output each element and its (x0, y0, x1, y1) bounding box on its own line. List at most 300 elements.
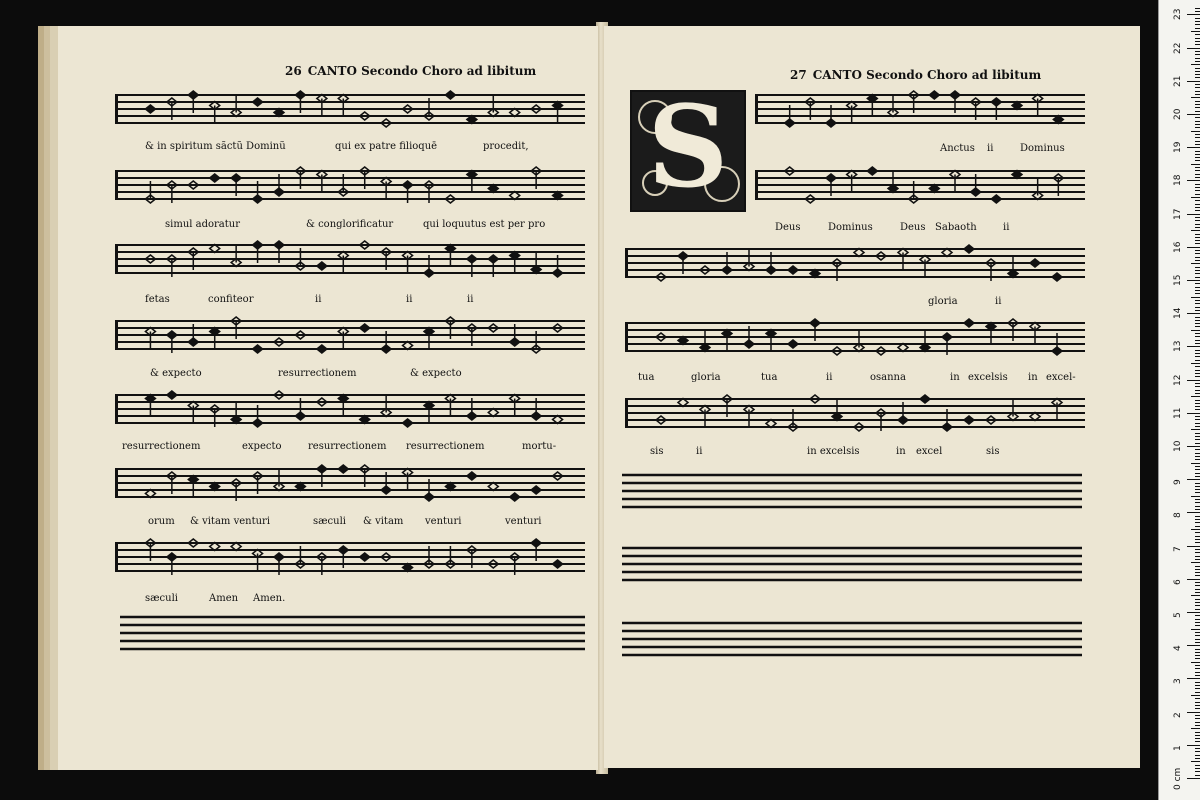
lyric-word: resurrectionem (122, 441, 201, 452)
ruler-tick (1195, 87, 1200, 88)
lyric-word: & expecto (150, 368, 202, 379)
lyric-word: Dominus (828, 222, 873, 233)
ruler-tick (1195, 516, 1200, 517)
ruler-tick (1195, 625, 1200, 626)
ruler-tick (1195, 44, 1200, 45)
note-head (360, 553, 370, 561)
ruler-tick (1191, 330, 1200, 331)
ruler-tick (1195, 310, 1200, 311)
ruler-tick (1195, 317, 1200, 318)
note-head (210, 174, 220, 182)
note-head (929, 91, 939, 99)
ruler-tick (1195, 708, 1200, 709)
ruler-tick (1195, 243, 1200, 244)
ruler-tick (1195, 682, 1200, 683)
ruler-tick (1195, 154, 1200, 155)
ruler-tick (1195, 589, 1200, 590)
ruler-tick (1187, 346, 1200, 347)
ruler-tick (1195, 665, 1200, 666)
ruler-tick (1191, 595, 1200, 596)
ruler-tick (1195, 101, 1200, 102)
right-page-number: 27 (790, 68, 807, 82)
ruler-tick (1191, 164, 1200, 165)
ruler-tick (1187, 313, 1200, 314)
ruler-tick (1195, 572, 1200, 573)
ruler-tick (1195, 107, 1200, 108)
right-page-title: CANTO Secondo Choro ad libitum (812, 68, 1042, 82)
ruler-tick (1187, 180, 1200, 181)
note-head (531, 486, 541, 494)
note-head (867, 167, 877, 175)
ruler-tick (1195, 688, 1200, 689)
ruler-label: 18 (1173, 174, 1183, 187)
clef-mark (115, 321, 118, 349)
ruler-tick (1195, 200, 1200, 201)
ruler-tick (1195, 738, 1200, 739)
ruler-tick (1195, 632, 1200, 633)
ruler-tick (1195, 483, 1200, 484)
ruler-tick (1195, 51, 1200, 52)
ruler-tick (1191, 463, 1200, 464)
ruler-tick (1191, 97, 1200, 98)
ruler-tick (1195, 685, 1200, 686)
ruler-tick (1191, 629, 1200, 630)
ruler-tick (1191, 230, 1200, 231)
ruler-tick (1195, 11, 1200, 12)
ruler-tick (1195, 18, 1200, 19)
ruler-tick (1195, 370, 1200, 371)
ruler-tick (1195, 649, 1200, 650)
ruler-label: 1 (1173, 745, 1183, 751)
ruler-tick (1195, 250, 1200, 251)
ruler-tick (1195, 741, 1200, 742)
ruler-tick (1195, 735, 1200, 736)
lyric-word: gloria (928, 296, 958, 307)
ruler-tick (1195, 353, 1200, 354)
ruler-tick (1195, 207, 1200, 208)
lyric-word: ii (406, 294, 413, 305)
ruler-tick (1195, 124, 1200, 125)
ruler-label: 15 (1173, 274, 1183, 286)
note-head (253, 98, 263, 106)
ruler-tick (1187, 512, 1200, 513)
ruler-label: 17 (1173, 208, 1183, 220)
ruler-tick (1195, 184, 1200, 185)
ruler-tick (1195, 439, 1200, 440)
lyric-word: tua (638, 372, 655, 383)
decorated-initial (630, 82, 746, 213)
note-head (145, 105, 155, 113)
ruler-tick (1195, 722, 1200, 723)
lyric-word: orum (148, 516, 175, 527)
ruler-label: 9 (1173, 479, 1183, 486)
ruler-tick (1195, 34, 1200, 35)
ruler-tick (1195, 406, 1200, 407)
ruler-tick (1195, 492, 1200, 493)
music-staff (115, 538, 585, 576)
lyric-word: sæculi (313, 516, 346, 527)
ruler-tick (1195, 383, 1200, 384)
ruler-tick (1187, 678, 1200, 679)
ruler-tick (1195, 303, 1200, 304)
ruler-tick (1195, 569, 1200, 570)
ruler-tick (1195, 68, 1200, 69)
ruler-tick (1195, 326, 1200, 327)
ruler-tick (1195, 672, 1200, 673)
ruler-tick (1195, 307, 1200, 308)
music-staff (115, 90, 585, 128)
lyric-word: ii (467, 294, 474, 305)
clef-mark (115, 395, 118, 423)
ruler-tick (1195, 486, 1200, 487)
ruler-tick (1195, 609, 1200, 610)
ruler-tick (1195, 170, 1200, 171)
ruler-label: 20 (1173, 108, 1183, 120)
right-page-header (790, 68, 1041, 82)
ruler-label: 13 (1173, 340, 1183, 353)
ruler-tick (1195, 469, 1200, 470)
ruler-tick (1195, 393, 1200, 394)
ruler-tick (1195, 94, 1200, 95)
note-head (920, 395, 930, 403)
ruler-tick (1195, 566, 1200, 567)
ruler-tick (1195, 224, 1200, 225)
ruler-tick (1195, 373, 1200, 374)
ruler-tick (1195, 386, 1200, 387)
ruler-tick (1195, 77, 1200, 78)
ruler-tick (1191, 131, 1200, 132)
clef-mark (625, 323, 628, 351)
music-staff (625, 318, 1085, 356)
ruler-tick (1195, 194, 1200, 195)
ruler-tick (1195, 635, 1200, 636)
lyric-word: Dominus (1020, 143, 1065, 154)
ruler-tick (1195, 157, 1200, 158)
ruler-tick (1195, 522, 1200, 523)
lyric-word: in (896, 446, 906, 457)
ruler-tick (1195, 267, 1200, 268)
ruler-tick (1195, 253, 1200, 254)
ruler-tick (1195, 539, 1200, 540)
music-staff (115, 240, 585, 278)
ruler-tick (1195, 715, 1200, 716)
ruler-tick (1187, 479, 1200, 480)
ruler-tick (1195, 343, 1200, 344)
lyric-word: venturi (505, 516, 542, 527)
ruler-tick (1195, 287, 1200, 288)
note-head (964, 245, 974, 253)
ruler-tick (1195, 240, 1200, 241)
lyric-word: & conglorificatur (306, 219, 394, 230)
ruler-tick (1187, 247, 1200, 248)
note-head (788, 340, 798, 348)
ruler-tick (1195, 426, 1200, 427)
left-page-title: CANTO Secondo Choro ad libitum (307, 64, 537, 78)
ruler-tick (1195, 71, 1200, 72)
ruler-tick (1195, 449, 1200, 450)
ruler-tick (1195, 705, 1200, 706)
ruler-tick (1195, 227, 1200, 228)
ruler-tick (1195, 655, 1200, 656)
ruler-tick (1191, 396, 1200, 397)
ruler-tick (1195, 509, 1200, 510)
ruler-tick (1187, 612, 1200, 613)
note-head (991, 195, 1001, 203)
lyric-word: procedit, (483, 141, 529, 152)
ruler-tick (1195, 127, 1200, 128)
ruler-label: 11 (1173, 407, 1183, 419)
ruler-tick (1195, 74, 1200, 75)
ruler-tick (1191, 64, 1200, 65)
ruler-tick (1195, 217, 1200, 218)
ruler-tick (1195, 336, 1200, 337)
ruler-tick (1195, 751, 1200, 752)
lyric-word: ii (826, 372, 833, 383)
left-page-header (285, 64, 536, 78)
note-head (317, 345, 327, 353)
lyric-word: osanna (870, 372, 906, 383)
empty-staff (622, 470, 1082, 514)
note-head (510, 493, 520, 501)
ruler-tick (1195, 187, 1200, 188)
note-head (445, 91, 455, 99)
ruler-tick (1195, 585, 1200, 586)
ruler-tick (1195, 277, 1200, 278)
lyric-word: sis (986, 446, 1000, 457)
ruler-tick (1187, 745, 1200, 746)
ruler-label: 21 (1173, 75, 1183, 87)
ruler-tick (1195, 104, 1200, 105)
ruler-tick (1191, 263, 1200, 264)
lyric-word: & vitam (363, 516, 404, 527)
ruler-tick (1195, 144, 1200, 145)
ruler-tick (1195, 419, 1200, 420)
initial-letter: S (647, 82, 729, 213)
note-head (1030, 259, 1040, 267)
ruler-tick (1195, 775, 1200, 776)
ruler-tick (1195, 748, 1200, 749)
ruler-tick (1191, 662, 1200, 663)
ruler-tick (1195, 320, 1200, 321)
ruler-tick (1195, 675, 1200, 676)
ruler-tick (1195, 220, 1200, 221)
ruler-tick (1195, 190, 1200, 191)
ruler-tick (1195, 732, 1200, 733)
ruler-tick (1195, 41, 1200, 42)
music-staff (755, 90, 1085, 128)
ruler-tick (1195, 58, 1200, 59)
ruler-tick (1191, 197, 1200, 198)
lyric-word: resurrectionem (406, 441, 485, 452)
lyric-word: & vitam venturi (190, 516, 271, 527)
ruler-tick (1191, 429, 1200, 430)
ruler-tick (1195, 376, 1200, 377)
ruler-tick (1187, 280, 1200, 281)
empty-staff (120, 612, 585, 656)
lyric-word: expecto (242, 441, 282, 452)
ruler-tick (1191, 695, 1200, 696)
ruler-tick (1195, 28, 1200, 29)
ruler-unit-label: 0 cm (1173, 767, 1183, 790)
ruler-tick (1195, 237, 1200, 238)
ruler-tick (1195, 260, 1200, 261)
ruler-label: 8 (1173, 512, 1183, 519)
ruler-tick (1195, 658, 1200, 659)
ruler-tick (1195, 556, 1200, 557)
ruler-tick (1195, 257, 1200, 258)
ruler-tick (1195, 177, 1200, 178)
ruler-tick (1195, 134, 1200, 135)
ruler-tick (1195, 575, 1200, 576)
ruler-tick (1195, 622, 1200, 623)
note-head (317, 262, 327, 270)
ruler-tick (1195, 758, 1200, 759)
ruler-tick (1195, 117, 1200, 118)
note-head (167, 391, 177, 399)
ruler-tick (1195, 499, 1200, 500)
ruler-tick (1187, 114, 1200, 115)
left-page-number: 26 (285, 64, 302, 78)
ruler-label: 7 (1173, 545, 1183, 552)
music-staff (115, 464, 585, 502)
ruler-tick (1195, 8, 1200, 9)
lyric-word: qui ex patre filioquē (335, 141, 438, 152)
ruler-tick (1195, 423, 1200, 424)
note-head (360, 324, 370, 332)
ruler-tick (1195, 300, 1200, 301)
ruler-tick (1195, 61, 1200, 62)
note-head (1052, 273, 1062, 281)
ruler-tick (1187, 413, 1200, 414)
ruler-tick (1195, 765, 1200, 766)
lyric-word: excelsis (968, 372, 1008, 383)
empty-staff (622, 543, 1082, 587)
ruler-tick (1195, 416, 1200, 417)
ruler-label: 19 (1173, 141, 1183, 154)
music-staff (755, 166, 1085, 204)
ruler-label: 16 (1173, 241, 1183, 253)
lyric-word: Amen (209, 593, 239, 604)
ruler-tick (1195, 456, 1200, 457)
ruler-tick (1195, 476, 1200, 477)
lyric-word: in excelsis (807, 446, 860, 457)
clef-mark (115, 543, 118, 571)
lyric-word: tua (761, 372, 778, 383)
ruler-tick (1195, 333, 1200, 334)
music-staff (625, 394, 1085, 432)
ruler-tick (1195, 771, 1200, 772)
ruler-tick (1195, 174, 1200, 175)
lyric-word: confiteor (208, 294, 254, 305)
lyric-word: ii (696, 446, 703, 457)
ruler-label: 22 (1173, 42, 1183, 54)
ruler-tick (1195, 552, 1200, 553)
lyric-word: excel (916, 446, 943, 457)
ruler-tick (1195, 532, 1200, 533)
ruler-tick (1195, 489, 1200, 490)
ruler-tick (1191, 297, 1200, 298)
ruler-tick (1191, 728, 1200, 729)
ruler-tick (1195, 91, 1200, 92)
lyric-word: Deus (900, 222, 926, 233)
ruler-tick (1187, 645, 1200, 646)
lyric-word: Deus (775, 222, 801, 233)
ruler-tick (1195, 436, 1200, 437)
ruler-label: 12 (1173, 374, 1183, 386)
ruler-tick (1195, 542, 1200, 543)
clef-mark (115, 171, 118, 199)
ruler-tick (1195, 502, 1200, 503)
ruler-tick (1195, 582, 1200, 583)
lyric-word: ii (987, 143, 994, 154)
ruler-tick (1195, 506, 1200, 507)
lyric-word: ii (1003, 222, 1010, 233)
ruler-tick (1195, 559, 1200, 560)
ruler-tick (1191, 363, 1200, 364)
ruler-tick (1195, 702, 1200, 703)
ruler-tick (1195, 390, 1200, 391)
ruler-tick (1195, 167, 1200, 168)
ruler-tick (1195, 519, 1200, 520)
ruler-tick (1195, 755, 1200, 756)
ruler-tick (1195, 605, 1200, 606)
clef-mark (115, 245, 118, 273)
music-staff (115, 390, 585, 428)
note-head (403, 419, 413, 427)
music-staff (115, 166, 585, 204)
ruler-label: 6 (1173, 579, 1183, 585)
lyric-word: simul adoratur (165, 219, 240, 230)
ruler-tick (1195, 725, 1200, 726)
measurement-ruler (1158, 0, 1200, 800)
ruler-tick (1195, 24, 1200, 25)
ruler-tick (1187, 446, 1200, 447)
ruler-tick (1187, 147, 1200, 148)
lyric-word: excel- (1046, 372, 1076, 383)
ruler-tick (1195, 293, 1200, 294)
lyric-word: & in spiritum sãctũ Dominũ (145, 141, 286, 152)
lyric-word: Amen. (253, 593, 286, 604)
ruler-tick (1195, 84, 1200, 85)
note-head (253, 345, 263, 353)
ruler-tick (1195, 111, 1200, 112)
ruler-tick (1195, 692, 1200, 693)
note-head (964, 319, 974, 327)
clef-mark (115, 95, 118, 123)
ruler-tick (1187, 579, 1200, 580)
ruler-tick (1195, 536, 1200, 537)
ruler-tick (1187, 48, 1200, 49)
ruler-label: 2 (1173, 711, 1183, 718)
ruler-tick (1191, 496, 1200, 497)
note-head (964, 416, 974, 424)
ruler-tick (1195, 204, 1200, 205)
note-head (338, 465, 348, 473)
music-staff (625, 244, 1085, 282)
lyric-word: mortu- (522, 441, 557, 452)
ruler-tick (1191, 31, 1200, 32)
ruler-tick (1195, 137, 1200, 138)
ruler-tick (1195, 366, 1200, 367)
music-staff (115, 316, 585, 354)
ruler-label: 14 (1173, 307, 1183, 320)
ruler-tick (1195, 403, 1200, 404)
ruler-tick (1195, 443, 1200, 444)
ruler-tick (1195, 356, 1200, 357)
lyric-word: gloria (691, 372, 721, 383)
ruler-label: 23 (1173, 8, 1183, 21)
clef-mark (755, 171, 758, 199)
